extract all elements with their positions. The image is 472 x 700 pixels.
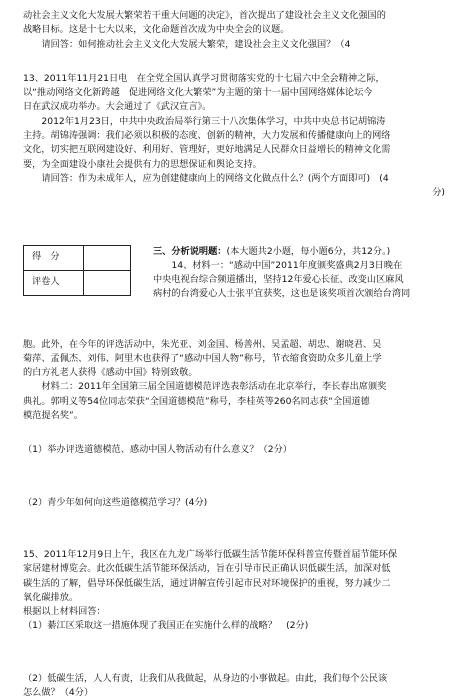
question-prompt: 请回答：作为未成年人，应为创建健康向上的网络文化做点什么？(两个方面即可) (4 (41, 172, 389, 184)
text-line: 要，为全面建设小康社会提供有力的思想保证和舆论支持。 (23, 158, 262, 170)
sub-question: （2）低碳生活，人人有责，让我们从我做起，从身边的小事做起。由此，我们每个公民该 (23, 672, 388, 684)
question-prompt-cont: 分) (432, 187, 445, 199)
text-line: 氧化碳排放。 (23, 591, 79, 603)
section-note: (本大题共2小题，每小题6分，共12分。) (226, 245, 391, 257)
text-line: 菊萍、孟佩杰、刘伟、阿里木也获得了“感动中国人物”称号，节衣缩食资助众多儿童上学 (23, 352, 382, 364)
text-line: 动社会主义文化大发展大繁荣若干重大问题的决定》，首次提出了建设社会主义文化强国的 (23, 10, 386, 21)
text-line: 模范提名奖”。 (23, 410, 83, 422)
text-line: 日在武汉成功举办。大会通过了《武汉宣言》。 (23, 101, 212, 113)
score-cell[interactable] (84, 245, 131, 270)
score-label: 得 分 (24, 245, 84, 270)
question-15 (23, 548, 451, 700)
question-14-body (23, 338, 451, 424)
text-line: 2012年1月23日，中共中央政治局举行第三十八次集体学习，中共中央总书记胡锦涛 (41, 115, 386, 127)
score-table (23, 245, 131, 296)
text-line: 15、2011年12月9日上午，我区在九龙广场举行低碳生活节能环保科普宣传暨首届节能环保 (23, 548, 398, 560)
text-line: 主持。胡锦涛强调：我们必须以积极的态度、创新的精神，大力发展和传播健康向上的网络 (23, 130, 391, 142)
text-line: 战略目标。这是十七大以来，文化命题首次成为中央全会的议题。 (23, 24, 290, 36)
text-line: 材料二：2011年全国第三届全国道德模范评选表彰活动在北京举行，李长春出席颁奖 (41, 381, 387, 393)
text-line: 家居建材博览会。此次低碳生活节能环保活动，旨在引导市民正确认识低碳生活，加深对低 (23, 563, 391, 575)
question-prompt: 请回答：如何推动社会主义文化大发展大繁荣，建设社会主义文化强国？（4 (41, 38, 351, 50)
section-2-header (23, 245, 451, 338)
sub-question: （2）青少年如何向这些道德模范学习？(4分) (23, 496, 208, 508)
text-line: 碳生活的了解，倡导环保低碳生活，通过讲解宣传引起市民对环境保护的重视，努力减少二 (23, 577, 391, 589)
top-paragraph (23, 9, 451, 52)
grader-cell[interactable] (84, 270, 131, 295)
sub-question-cont: 怎么做？（4分） (23, 687, 94, 699)
text-line: 14、材料一：“感动中国”2011年度颁奖盛典2月3日晚在 (171, 259, 403, 271)
sub-question: （1）举办评选道德模范、感动中国人物活动有什么意义？（2分） (23, 444, 292, 456)
section-title: 三、分析说明题： (153, 245, 227, 257)
section-2-intro (153, 245, 451, 302)
text-line: 典礼。郭明义等54位同志荣获“全国道德模范”称号，李桂英等260名同志获“全国道德 (23, 395, 370, 407)
exam-page (23, 9, 451, 700)
text-line: 中央电视台综合频道播出，坚持12年爱心长征、改变山区麻风 (153, 274, 404, 286)
text-line: 的白方礼老人获得《感动中国》特别致敬。 (23, 367, 198, 379)
text-line: 根据以上材料回答： (23, 606, 106, 618)
text-line: 以“推动网络文化新跨越 促进网络文化大繁荣”为主题的第十一届中国网络媒体论坛今 (23, 87, 373, 99)
text-line: 病村的台湾爱心人士张平宜获奖，这也是该奖项首次颁给台湾同 (153, 288, 411, 300)
text-line: 13、2011年11月21日电 在全党全国认真学习贯彻落实党的十七届六中全会精神之际， (23, 72, 385, 84)
text-line: 胞。此外，在今年的评选活动中，朱光亚、刘金国、杨善州、吴孟超、胡忠、谢晓君、吴 (23, 338, 382, 350)
grader-label: 评卷人 (24, 270, 84, 295)
sub-question: （1）綦江区采取这一措施体现了我国正在实施什么样的战略？ (2分) (23, 620, 309, 632)
text-line: 文化，切实把互联网建设好、利用好、管理好，更好地满足人民群众日益增长的精神文化需 (23, 144, 391, 156)
question-13 (23, 72, 451, 201)
